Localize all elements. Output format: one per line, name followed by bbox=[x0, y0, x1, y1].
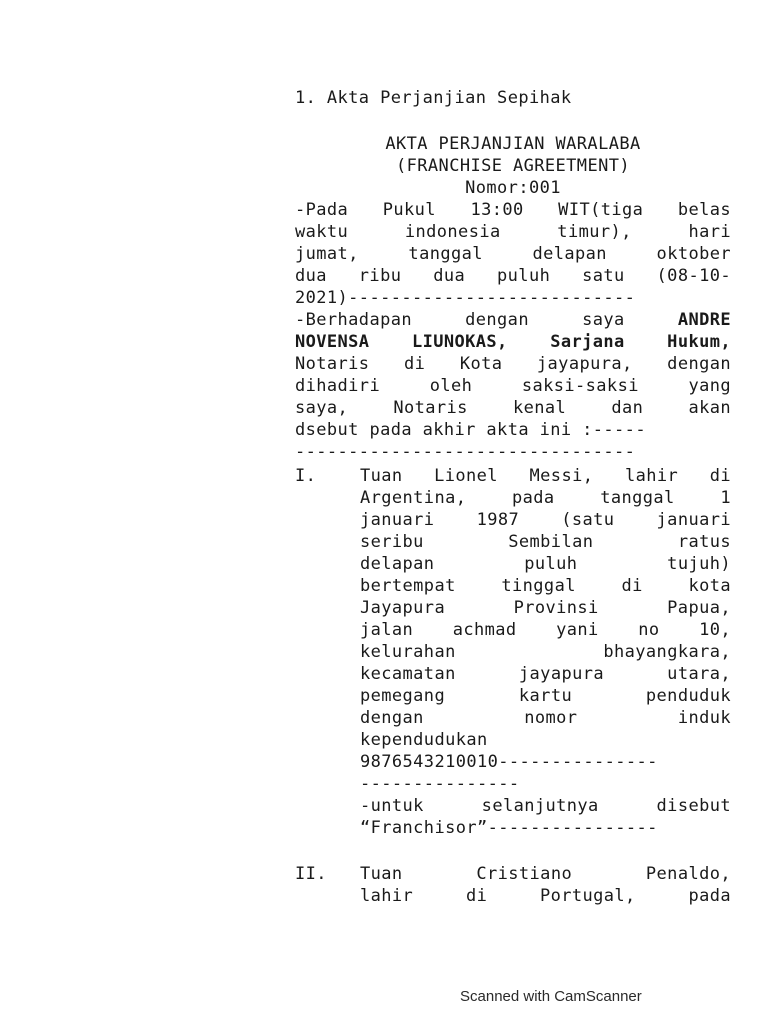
camscanner-watermark: Scanned with CamScanner bbox=[460, 988, 642, 1005]
item1-line: -untuk selanjutnya disebut bbox=[360, 796, 731, 816]
p2-line: dsebut pada akhir akta ini :----- bbox=[295, 420, 646, 440]
item1-line: kependudukan bbox=[360, 730, 488, 750]
item2-line: lahir di Portugal, pada bbox=[360, 886, 731, 906]
p2-line bbox=[295, 332, 731, 354]
item2-line: Tuan Cristiano Penaldo, bbox=[360, 864, 731, 884]
p1-line: 2021)--------------------------- bbox=[295, 288, 636, 308]
item-number: I. bbox=[295, 466, 317, 486]
p1-line: dua ribu dua puluh satu (08-10- bbox=[295, 266, 731, 286]
deed-subtitle: (FRANCHISE AGREETMENT) bbox=[396, 156, 630, 176]
item-number: II. bbox=[295, 864, 327, 884]
p2-line bbox=[295, 310, 731, 332]
p2-line: dihadiri oleh saksi-saksi yang bbox=[295, 376, 731, 396]
item1-line: jalan achmad yani no 10, bbox=[360, 620, 731, 640]
item1-line: --------------- bbox=[360, 774, 520, 794]
p1-line: waktu indonesia timur), hari bbox=[295, 222, 731, 242]
item1-line: bertempat tinggal di kota bbox=[360, 576, 731, 596]
item1-line: Argentina, pada tanggal 1 bbox=[360, 488, 731, 508]
p1-line: jumat, tanggal delapan oktober bbox=[295, 244, 731, 264]
section-title: 1. Akta Perjanjian Sepihak bbox=[295, 88, 572, 108]
item1-line: kelurahan bhayangkara, bbox=[360, 642, 731, 662]
p2-line: saya, Notaris kenal dan akan bbox=[295, 398, 731, 418]
p2-line: -------------------------------- bbox=[295, 442, 636, 462]
item1-line: “Franchisor”---------------- bbox=[360, 818, 658, 838]
item1-line: kecamatan jayapura utara, bbox=[360, 664, 731, 684]
item1-line: seribu Sembilan ratus bbox=[360, 532, 731, 552]
item1-line: Tuan Lionel Messi, lahir di bbox=[360, 466, 731, 486]
p2-line: Notaris di Kota jayapura, dengan bbox=[295, 354, 731, 374]
deed-number: Nomor:001 bbox=[465, 178, 561, 198]
item1-line: dengan nomor induk bbox=[360, 708, 731, 728]
notary-name-part2: NOVENSA LIUNOKAS, Sarjana Hukum, bbox=[295, 332, 731, 352]
item1-line: delapan puluh tujuh) bbox=[360, 554, 731, 574]
p2-text: -Berhadapan dengan saya bbox=[295, 310, 625, 330]
item1-line: 9876543210010--------------- bbox=[360, 752, 658, 772]
item1-line: Jayapura Provinsi Papua, bbox=[360, 598, 731, 618]
p1-line: -Pada Pukul 13:00 WIT(tiga belas bbox=[295, 200, 731, 220]
deed-title: AKTA PERJANJIAN WARALABA bbox=[385, 134, 641, 154]
item1-line: pemegang kartu penduduk bbox=[360, 686, 731, 706]
item1-line: januari 1987 (satu januari bbox=[360, 510, 731, 530]
notary-name-part1: ANDRE bbox=[677, 310, 731, 330]
